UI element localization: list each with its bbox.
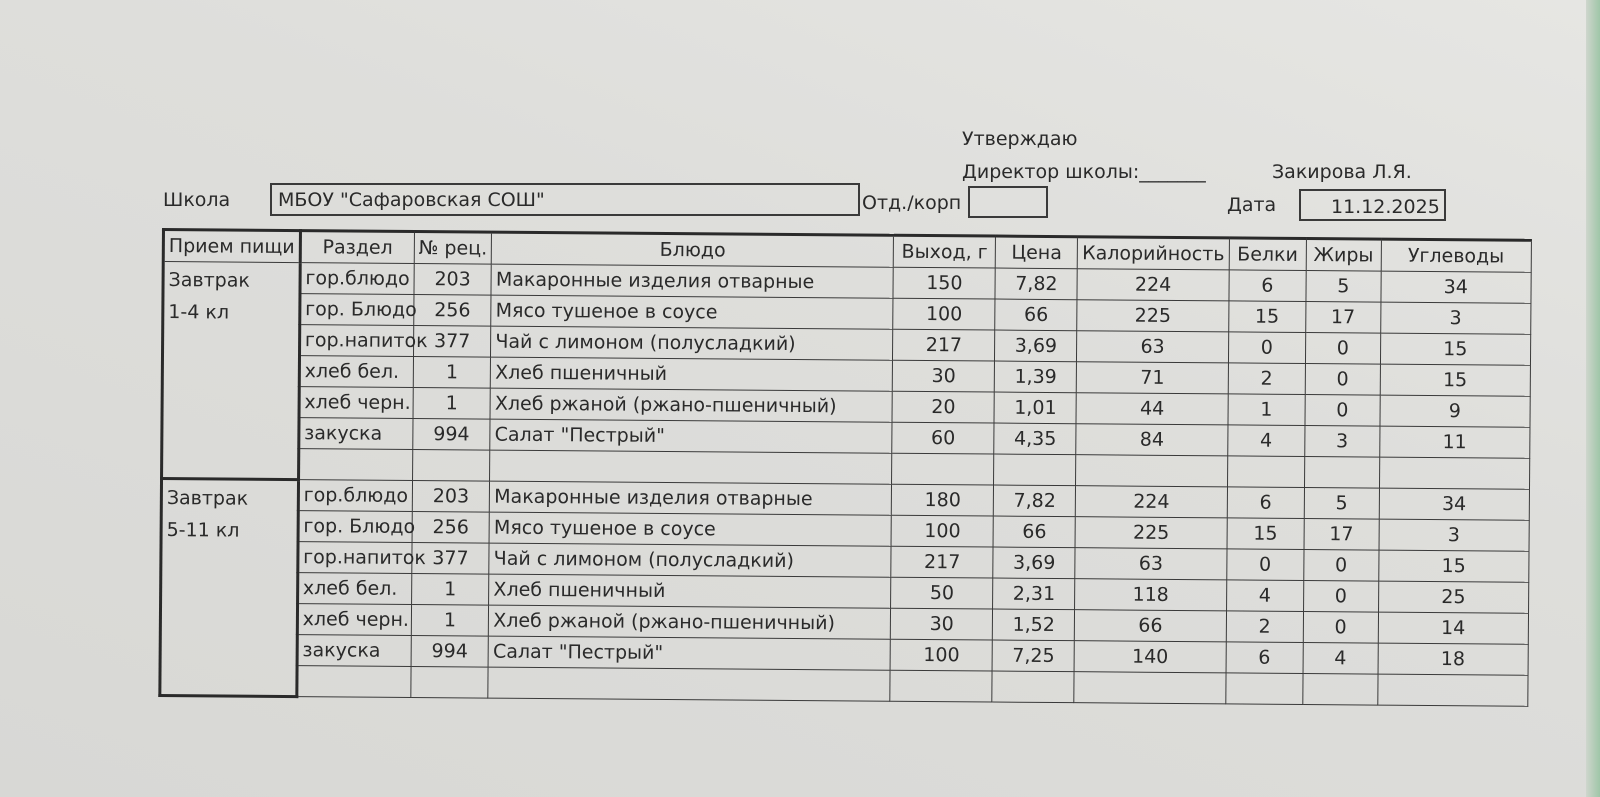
protein-cell: 1 bbox=[1228, 394, 1305, 426]
col-header-protein: Белки bbox=[1229, 238, 1306, 271]
price-cell: 7,82 bbox=[995, 268, 1077, 300]
fat-cell: 5 bbox=[1304, 487, 1379, 519]
fat-cell bbox=[1304, 456, 1379, 488]
weight-cell: 30 bbox=[891, 608, 993, 640]
fat-cell: 0 bbox=[1305, 394, 1380, 426]
protein-cell: 0 bbox=[1227, 549, 1304, 581]
school-label: Школа bbox=[163, 189, 231, 211]
director-label: Директор школы:_______ bbox=[962, 161, 1206, 183]
dept-label: Отд./корп bbox=[862, 192, 962, 214]
carbs-cell: 14 bbox=[1378, 612, 1528, 644]
protein-cell: 6 bbox=[1227, 487, 1304, 519]
protein-cell: 0 bbox=[1228, 332, 1305, 364]
section-cell: хлеб бел. bbox=[297, 573, 411, 605]
price-cell: 7,82 bbox=[994, 485, 1076, 517]
protein-cell: 6 bbox=[1226, 642, 1303, 674]
kcal-cell: 118 bbox=[1075, 579, 1227, 611]
protein-cell bbox=[1227, 456, 1304, 488]
recipe-cell: 377 bbox=[412, 542, 490, 574]
dish-cell: Мясо тушеное в соусе bbox=[489, 512, 891, 546]
section-cell bbox=[298, 449, 412, 481]
kcal-cell: 225 bbox=[1075, 517, 1227, 549]
section-cell: закуска bbox=[299, 418, 413, 450]
protein-cell: 4 bbox=[1227, 425, 1304, 457]
fat-cell: 4 bbox=[1303, 642, 1378, 674]
dish-cell: Хлеб пшеничный bbox=[491, 357, 893, 391]
carbs-cell: 11 bbox=[1379, 426, 1529, 458]
menu-table bbox=[158, 228, 1531, 708]
recipe-cell: 994 bbox=[413, 418, 491, 450]
recipe-cell: 1 bbox=[413, 356, 491, 388]
kcal-cell: 84 bbox=[1076, 424, 1228, 456]
price-cell: 66 bbox=[993, 516, 1075, 548]
fat-cell: 0 bbox=[1305, 363, 1380, 395]
col-header-carbs: Углеводы bbox=[1381, 239, 1531, 272]
price-cell bbox=[994, 454, 1076, 486]
kcal-cell: 224 bbox=[1077, 269, 1229, 301]
kcal-cell: 71 bbox=[1077, 362, 1229, 394]
school-value: МБОУ "Сафаровская СОШ" bbox=[278, 189, 545, 211]
carbs-cell: 15 bbox=[1378, 550, 1528, 582]
weight-cell bbox=[892, 453, 994, 485]
col-header-fat: Жиры bbox=[1306, 238, 1381, 271]
recipe-cell: 256 bbox=[412, 511, 490, 543]
price-cell: 1,01 bbox=[994, 392, 1076, 424]
price-cell: 3,69 bbox=[995, 330, 1077, 362]
weight-cell: 60 bbox=[892, 422, 994, 454]
dish-cell bbox=[490, 450, 892, 484]
dish-cell: Чай с лимоном (полусладкий) bbox=[491, 326, 893, 360]
date-label: Дата bbox=[1227, 194, 1277, 216]
dish-cell: Макаронные изделия отварные bbox=[490, 481, 892, 515]
dish-cell: Макаронные изделия отварные bbox=[491, 264, 893, 298]
dish-cell: Чай с лимоном (полусладкий) bbox=[489, 543, 891, 577]
price-cell: 66 bbox=[995, 299, 1077, 331]
col-header-meal: Прием пищи bbox=[163, 230, 300, 263]
recipe-cell bbox=[412, 449, 490, 481]
section-cell: хлеб черн. bbox=[297, 604, 411, 636]
meal-name: Завтрак bbox=[166, 487, 249, 510]
protein-cell: 2 bbox=[1226, 611, 1303, 643]
price-cell bbox=[992, 671, 1074, 703]
weight-cell: 100 bbox=[890, 639, 992, 671]
section-cell: гор.напиток bbox=[299, 325, 413, 357]
protein-cell: 4 bbox=[1226, 580, 1303, 612]
meal-group-cell bbox=[162, 262, 300, 480]
col-header-recipe: № рец. bbox=[414, 231, 492, 264]
section-cell: гор.напиток bbox=[298, 542, 412, 574]
kcal-cell bbox=[1076, 455, 1228, 487]
recipe-cell: 1 bbox=[411, 604, 489, 636]
carbs-cell: 3 bbox=[1379, 519, 1529, 551]
meal-grade: 5-11 кл bbox=[166, 519, 240, 542]
weight-cell bbox=[890, 670, 992, 702]
kcal-cell: 225 bbox=[1077, 300, 1229, 332]
recipe-cell: 994 bbox=[411, 635, 489, 667]
section-cell: гор. Блюдо bbox=[298, 511, 412, 543]
col-header-section: Раздел bbox=[300, 231, 414, 264]
carbs-cell: 9 bbox=[1380, 395, 1530, 427]
approve-label: Утверждаю bbox=[962, 128, 1078, 150]
dish-cell: Хлеб пшеничный bbox=[489, 574, 891, 608]
weight-cell: 217 bbox=[891, 546, 993, 578]
meal-name: Завтрак bbox=[168, 269, 250, 292]
carbs-cell bbox=[1379, 457, 1529, 489]
carbs-cell bbox=[1378, 674, 1528, 706]
date-value: 11.12.2025 bbox=[1331, 196, 1440, 218]
weight-cell: 100 bbox=[891, 515, 993, 547]
weight-cell: 100 bbox=[893, 298, 995, 330]
col-header-kcal: Калорийность bbox=[1078, 237, 1230, 270]
meal-group-cell bbox=[160, 479, 298, 697]
protein-cell: 2 bbox=[1228, 363, 1305, 395]
protein-cell: 15 bbox=[1227, 518, 1304, 550]
section-cell: закуска bbox=[297, 635, 411, 667]
col-header-dish: Блюдо bbox=[492, 232, 894, 267]
section-cell: гор.блюдо bbox=[300, 263, 414, 295]
weight-cell: 30 bbox=[893, 360, 995, 392]
section-cell: гор. Блюдо bbox=[300, 294, 414, 326]
section-cell: гор.блюдо bbox=[298, 480, 412, 512]
recipe-cell: 203 bbox=[412, 480, 490, 512]
recipe-cell bbox=[411, 666, 489, 698]
weight-cell: 20 bbox=[892, 391, 994, 423]
date-field bbox=[1299, 189, 1446, 221]
dish-cell bbox=[488, 667, 890, 701]
carbs-cell: 15 bbox=[1380, 364, 1530, 396]
dish-cell: Хлеб ржаной (ржано-пшеничный) bbox=[490, 388, 892, 422]
director-name: Закирова Л.Я. bbox=[1272, 161, 1412, 183]
table-body bbox=[160, 262, 1531, 707]
recipe-cell: 256 bbox=[414, 294, 492, 326]
recipe-cell: 377 bbox=[413, 325, 491, 357]
kcal-cell: 66 bbox=[1075, 610, 1227, 642]
price-cell: 1,39 bbox=[995, 361, 1077, 393]
recipe-cell: 1 bbox=[411, 573, 489, 605]
carbs-cell: 18 bbox=[1378, 643, 1528, 675]
col-header-price: Цена bbox=[996, 236, 1078, 269]
background-edge bbox=[1586, 0, 1600, 797]
carbs-cell: 34 bbox=[1381, 271, 1531, 303]
col-header-weight: Выход, г bbox=[894, 235, 996, 268]
recipe-cell: 1 bbox=[413, 387, 491, 419]
carbs-cell: 25 bbox=[1378, 581, 1528, 613]
weight-cell: 50 bbox=[891, 577, 993, 609]
recipe-cell: 203 bbox=[414, 263, 492, 295]
kcal-cell bbox=[1074, 672, 1226, 704]
kcal-cell: 44 bbox=[1076, 393, 1228, 425]
fat-cell: 17 bbox=[1305, 301, 1380, 333]
school-field bbox=[270, 183, 860, 216]
weight-cell: 180 bbox=[892, 484, 994, 516]
section-cell: хлеб черн. bbox=[299, 387, 413, 419]
price-cell: 2,31 bbox=[993, 578, 1075, 610]
kcal-cell: 63 bbox=[1077, 331, 1229, 363]
kcal-cell: 63 bbox=[1075, 548, 1227, 580]
kcal-cell: 140 bbox=[1074, 641, 1226, 673]
kcal-cell: 224 bbox=[1076, 486, 1228, 518]
dish-cell: Салат "Пестрый" bbox=[490, 419, 892, 453]
protein-cell bbox=[1226, 673, 1303, 705]
fat-cell bbox=[1303, 673, 1378, 705]
dish-cell: Мясо тушеное в соусе bbox=[491, 295, 893, 329]
carbs-cell: 15 bbox=[1380, 333, 1530, 365]
fat-cell: 5 bbox=[1306, 270, 1381, 302]
fat-cell: 0 bbox=[1305, 332, 1380, 364]
dish-cell: Хлеб ржаной (ржано-пшеничный) bbox=[489, 605, 891, 639]
price-cell: 4,35 bbox=[994, 423, 1076, 455]
weight-cell: 217 bbox=[893, 329, 995, 361]
protein-cell: 6 bbox=[1229, 270, 1306, 302]
protein-cell: 15 bbox=[1228, 301, 1305, 333]
price-cell: 7,25 bbox=[992, 640, 1074, 672]
weight-cell: 150 bbox=[893, 267, 995, 299]
carbs-cell: 34 bbox=[1379, 488, 1529, 520]
price-cell: 1,52 bbox=[993, 609, 1075, 641]
meal-grade: 1-4 кл bbox=[168, 301, 230, 324]
fat-cell: 0 bbox=[1304, 549, 1379, 581]
fat-cell: 17 bbox=[1304, 518, 1379, 550]
section-cell: хлеб бел. bbox=[299, 356, 413, 388]
carbs-cell: 3 bbox=[1380, 302, 1530, 334]
fat-cell: 0 bbox=[1303, 611, 1378, 643]
price-cell: 3,69 bbox=[993, 547, 1075, 579]
dept-field bbox=[968, 186, 1048, 218]
fat-cell: 3 bbox=[1304, 425, 1379, 457]
dish-cell: Салат "Пестрый" bbox=[488, 636, 890, 670]
fat-cell: 0 bbox=[1303, 580, 1378, 612]
section-cell bbox=[297, 666, 411, 698]
